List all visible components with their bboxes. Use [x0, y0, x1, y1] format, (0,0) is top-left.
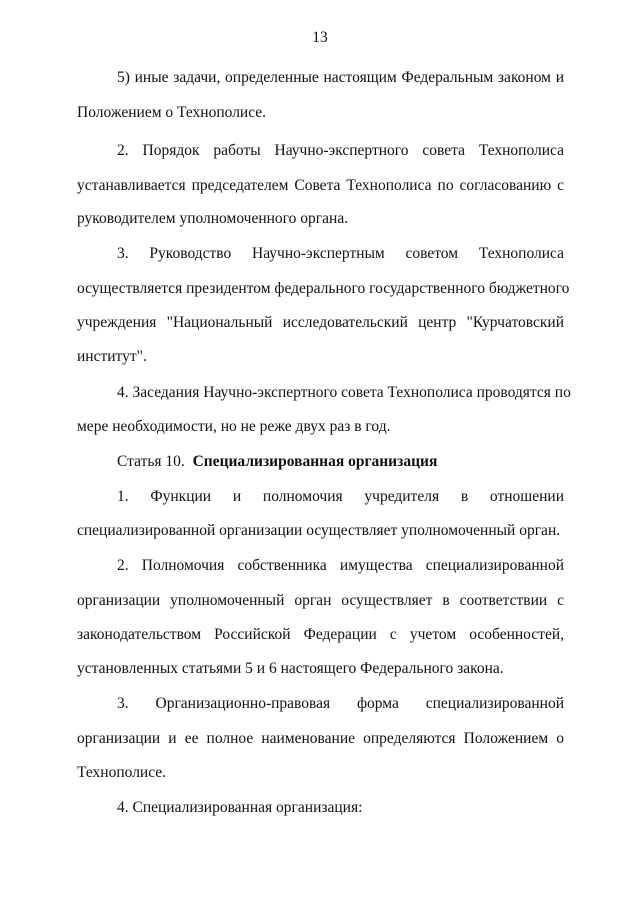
article-heading [117, 452, 564, 472]
paragraph-line: организации и ее полное наименование определяются Положением о [77, 730, 564, 747]
paragraph-line: специализированной организации осуществляет уполномоченный орган. [77, 522, 561, 539]
paragraph-line: учреждения "Национальный исследовательский центр "Курчатовский [77, 314, 564, 331]
paragraph-line: 4. Специализированная организация: [117, 799, 363, 816]
page-number: 13 [312, 29, 328, 46]
paragraph-line: руководителем уполномоченного органа. [77, 210, 349, 227]
paragraph-line: 5) иные задачи, определенные настоящим Федеральным законом и [117, 69, 564, 86]
paragraph-line: Технополисе. [77, 764, 167, 781]
article-number: Статья 10. [117, 453, 185, 470]
paragraph-line: 4. Заседания Научно-экспертного совета Технополиса проводятся по [117, 384, 571, 401]
paragraph-line: установленных статьями 5 и 6 настоящего Федерального закона. [77, 660, 504, 677]
paragraph-line: Положением о Технополисе. [77, 104, 267, 121]
article-title: Специализированная организация [192, 453, 438, 470]
paragraph-line: 3. Руководство Научно-экспертным советом Технополиса [117, 245, 564, 262]
paragraph-line: устанавливается председателем Совета Технополиса по согласованию с [77, 177, 564, 194]
paragraph-line: 2. Полномочия собственника имущества специализированной [117, 557, 564, 574]
paragraph-line: законодательством Российской Федерации с учетом особенностей, [77, 626, 564, 643]
paragraph-line: 3. Организационно-правовая форма специализированной [117, 695, 564, 712]
paragraph-line: 1. Функции и полномочия учредителя в отношении [117, 488, 564, 505]
paragraph-line: 2. Порядок работы Научно-экспертного совета Технополиса [117, 142, 564, 159]
paragraph-line: институт". [77, 348, 147, 365]
paragraph-line: организации уполномоченный орган осуществляет в соответствии с [77, 592, 564, 609]
paragraph-line: мере необходимости, но не реже двух раз в год. [77, 418, 391, 435]
paragraph-line: осуществляется президентом федерального государственного бюджетного [77, 280, 570, 297]
